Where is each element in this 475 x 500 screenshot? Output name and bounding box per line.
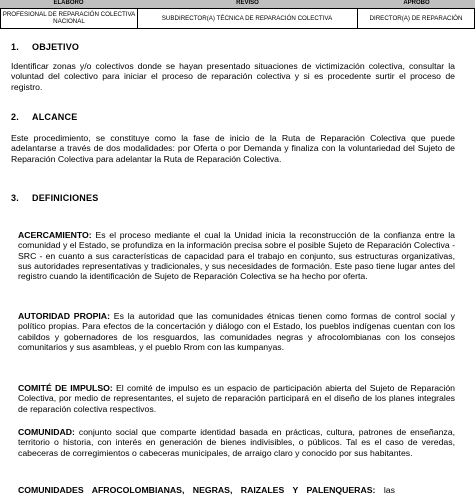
definition-term: ACERCAMIENTO:: [18, 230, 92, 240]
section-title-definiciones: 3. DEFINICIONES: [11, 193, 99, 203]
approval-heading-elaboro: ELABORÓ: [0, 0, 137, 9]
definition-text: conjunto social que comparte identidad basada en prácticas, cultura, patrones de enseñanza, territorio o historia, con interés en generación de bienes indivisibles, o públicos. Tal es el caso de veredas, cabeceras de corregimientos o cabeceras municipales, de arraigo claro y conocido por sus habitantes.: [18, 427, 455, 458]
approval-heading-reviso: REVISÓ: [137, 0, 358, 9]
definition-term: COMITÉ DE IMPULSO:: [18, 383, 113, 393]
definition-acercamiento: [18, 230, 455, 281]
definition-text: Es el proceso mediante el cual la Unidad inicia la reconstrucción de la confianza entre la comunidad y el Estado, se profundiza en la información precisa sobre el posible Sujeto de Reparación Colectiva - SRC - en cuanto a sus características de capacidad para el trabajo en conjunto, sus estructuras organizativas, sus autoridades representativas y tradicionales, y sus necesidades de formación. Este paso tiene lugar antes del registro cuando la identificación de Sujeto de Reparación Colectiva se ha hecho por oferta.: [18, 230, 455, 282]
definition-comite-de-impulso: [18, 383, 455, 414]
section-title-objetivo: 1. OBJETIVO: [11, 42, 80, 52]
definition-text: Es la autoridad que las comunidades étnicas tienen como formas de control social y político propias. Para efectos de la concertación y diálogo con el Estado, los pueblos indígenas cuentan con los cabildos y gobernadores de los resguardos, las comunidades negras y afrocolombianas con los consejos comunitarios y sus asambleas, y el pueblo Rrom con las kumpanyas.: [18, 311, 456, 352]
approval-cell-reviso: SUBDIRECTOR(A) TÉCNICA DE REPARACIÓN COLECTIVA: [137, 8, 358, 29]
definition-term: AUTORIDAD PROPIA:: [18, 311, 110, 321]
definition-comunidad: [18, 427, 455, 458]
definition-term: COMUNIDADES AFROCOLOMBIANAS, NEGRAS, RAIZALES Y PALENQUERAS:: [18, 485, 376, 495]
approval-table: [0, 0, 475, 29]
definition-text: El comité de impulso es un espacio de participación abierta del Sujeto de Reparación Colectiva, por medio de representantes, el sujeto de reparación participará en el diseño de los planes integrales de reparación colectiva respectivos.: [18, 383, 455, 414]
objetivo-paragraph: Identificar zonas y/o colectivos donde se hayan presentado situaciones de victimización colectiva, consultar la voluntad del colectivo para iniciar el proceso de reparación colectiva y si es procedente surtir el proceso de registro.: [11, 61, 455, 92]
section-title-alcance: 2. ALCANCE: [11, 112, 78, 122]
definition-term: COMUNIDAD:: [18, 427, 75, 437]
approval-heading-aprobo: APROBÓ: [358, 0, 475, 9]
approval-cell-aprobo: DIRECTOR(A) DE REPARACIÓN: [358, 8, 475, 29]
definition-autoridad-propia: [18, 311, 455, 352]
definition-text: las: [375, 485, 395, 495]
approval-cell-elaboro: PROFESIONAL DE REPARACIÓN COLECTIVA NACIONAL: [0, 8, 138, 29]
alcance-paragraph: Este procedimiento, se constituye como la fase de inicio de la Ruta de Reparación Colectiva que puede adelantarse a través de dos modalidades: por Oferta o por Demanda y finaliza con la voluntariedad del Sujeto de Reparación Colectiva para adelantar la Ruta de Reparación Colectiva.: [11, 133, 455, 164]
definition-comunidades-afro: [18, 485, 455, 495]
